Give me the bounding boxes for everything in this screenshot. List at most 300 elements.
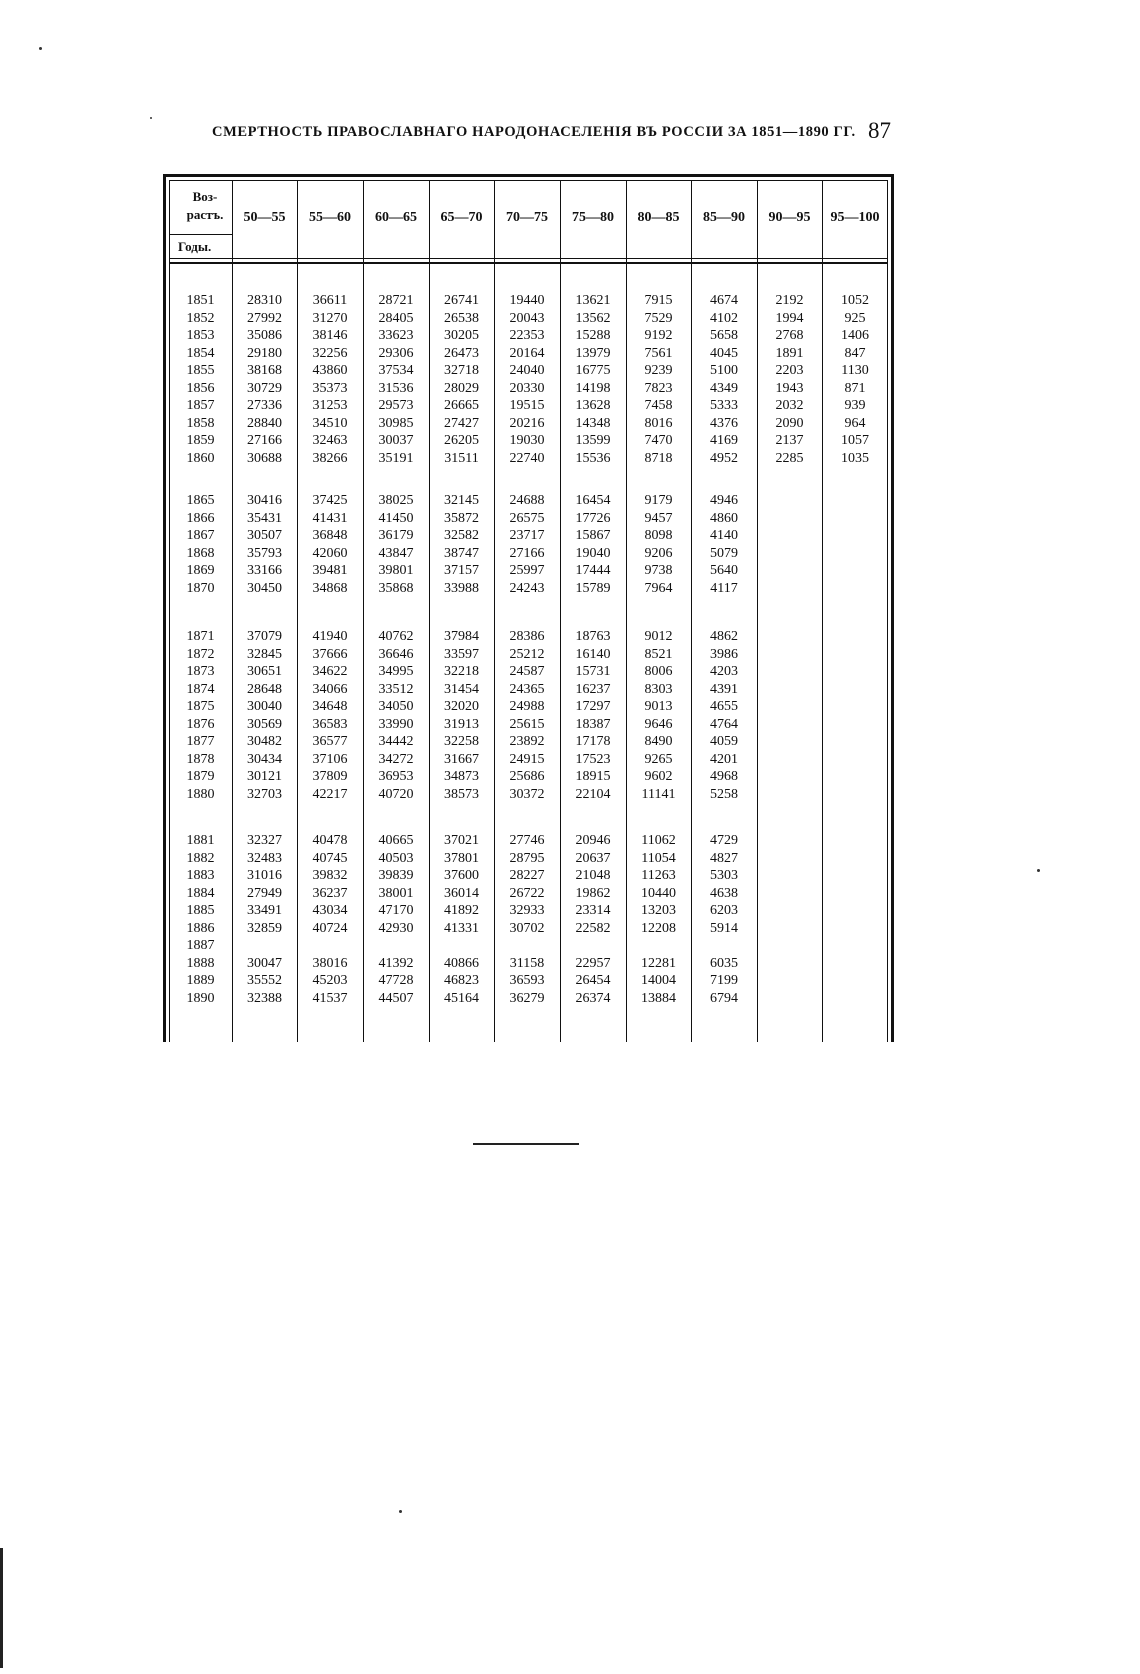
column-header: 85—90 [703, 210, 745, 225]
deaths-cell: 26575 [509, 510, 545, 526]
deaths-cell: 4045 [710, 345, 738, 361]
deaths-cell: 9457 [644, 510, 673, 526]
deaths-cell: 32020 [444, 699, 479, 714]
deaths-cell: 15288 [575, 328, 611, 343]
deaths-cell: 925 [844, 310, 866, 326]
column-header: 50—55 [243, 210, 286, 225]
deaths-cell: 27336 [247, 398, 282, 413]
deaths-cell: 17297 [575, 699, 611, 714]
deaths-cell: 26741 [444, 293, 479, 308]
section-end-rule [473, 1143, 579, 1145]
deaths-cell: 43847 [378, 545, 414, 561]
column-header: 65—70 [440, 210, 483, 225]
year-cell: 1887 [186, 938, 215, 953]
column-rule [822, 180, 823, 1042]
deaths-cell: 12208 [641, 920, 676, 936]
deaths-cell: 4201 [710, 751, 738, 767]
deaths-cell: 39832 [312, 868, 348, 883]
deaths-cell: 30985 [378, 415, 414, 431]
deaths-cell: 23314 [575, 903, 611, 918]
deaths-cell: 24688 [509, 493, 545, 508]
deaths-cell: 30482 [247, 734, 282, 749]
deaths-cell: 4862 [710, 629, 738, 644]
deaths-cell: 8006 [644, 664, 673, 679]
deaths-cell: 7470 [644, 433, 673, 448]
deaths-cell: 27166 [247, 433, 282, 448]
deaths-cell: 16775 [575, 363, 611, 378]
deaths-cell: 33512 [378, 681, 414, 697]
deaths-cell: 26473 [444, 345, 479, 361]
deaths-cell: 34442 [378, 734, 414, 749]
year-cell: 1874 [186, 681, 215, 697]
deaths-cell: 24040 [509, 363, 545, 378]
deaths-cell: 37801 [444, 850, 479, 866]
deaths-cell: 15731 [575, 664, 611, 679]
deaths-cell: 7915 [644, 293, 673, 308]
year-cell: 1867 [186, 528, 215, 543]
deaths-cell: 17444 [575, 563, 611, 578]
deaths-cell: 2090 [775, 415, 804, 431]
year-cell: 1859 [186, 433, 215, 448]
year-cell: 1869 [186, 563, 215, 578]
deaths-cell: 37984 [444, 629, 479, 644]
deaths-cell: 41392 [378, 955, 414, 971]
deaths-cell: 13621 [575, 293, 611, 308]
deaths-cell: 5333 [710, 398, 738, 413]
deaths-cell: 38168 [247, 363, 282, 378]
deaths-cell: 31016 [247, 868, 282, 883]
deaths-cell: 25212 [509, 646, 545, 662]
deaths-cell: 30037 [378, 433, 414, 448]
year-cell: 1889 [186, 973, 215, 988]
deaths-cell: 2137 [775, 433, 804, 448]
column-rule [757, 180, 758, 1042]
deaths-cell: 30205 [444, 328, 479, 343]
deaths-cell: 36848 [312, 528, 348, 543]
year-cell: 1881 [186, 833, 215, 848]
deaths-cell: 6203 [710, 903, 738, 918]
deaths-cell: 31667 [444, 751, 479, 767]
deaths-cell: 31511 [444, 450, 479, 466]
deaths-cell: 42217 [312, 786, 348, 802]
deaths-cell: 5658 [710, 328, 738, 343]
deaths-cell: 23892 [509, 734, 545, 749]
year-cell: 1886 [186, 920, 215, 936]
deaths-cell: 36014 [444, 885, 479, 901]
year-cell: 1870 [186, 580, 215, 596]
deaths-cell: 32327 [247, 833, 282, 848]
deaths-cell: 35191 [378, 450, 414, 466]
deaths-cell: 10440 [641, 885, 676, 901]
deaths-cell: 36279 [509, 990, 545, 1006]
column-rule [429, 180, 430, 1042]
deaths-cell: 32218 [444, 664, 479, 679]
deaths-cell: 30651 [247, 664, 282, 679]
year-cell: 1883 [186, 868, 215, 883]
deaths-cell: 37666 [312, 646, 348, 662]
deaths-cell: 27427 [444, 415, 479, 431]
deaths-cell: 4946 [710, 493, 738, 508]
deaths-cell: 23717 [509, 528, 545, 543]
running-head: СМЕРТНОСТЬ ПРАВОСЛАВНАГО НАРОДОНАСЕЛЕНІЯ ВЪ РОССІИ ЗА 1851—1890 ГГ. [212, 124, 856, 140]
deaths-cell: 28648 [247, 681, 282, 697]
deaths-cell: 12281 [641, 955, 676, 971]
deaths-cell: 22740 [509, 450, 545, 466]
deaths-cell: 9646 [644, 716, 673, 732]
deaths-cell: 30434 [247, 751, 282, 767]
deaths-cell: 26374 [575, 990, 611, 1006]
deaths-cell: 32258 [444, 734, 479, 749]
deaths-cell: 30507 [247, 528, 282, 543]
deaths-cell: 21048 [575, 868, 611, 883]
deaths-cell: 4117 [710, 580, 738, 596]
deaths-cell: 32703 [247, 786, 282, 802]
deaths-cell: 30702 [509, 920, 545, 936]
deaths-cell: 1057 [841, 433, 869, 448]
deaths-cell: 3986 [710, 646, 738, 662]
column-header: 95—100 [830, 210, 880, 225]
corner-divider [169, 234, 232, 235]
deaths-cell: 30416 [247, 493, 282, 508]
deaths-cell: 41940 [312, 629, 348, 644]
deaths-cell: 37021 [444, 833, 479, 848]
deaths-cell: 29573 [378, 398, 414, 413]
deaths-cell: 39801 [378, 563, 414, 578]
deaths-cell: 32718 [444, 363, 479, 378]
year-cell: 1856 [186, 380, 215, 396]
column-rule [626, 180, 627, 1042]
deaths-cell: 40503 [378, 850, 414, 866]
year-cell: 1878 [186, 751, 215, 767]
deaths-cell: 37157 [444, 563, 479, 578]
deaths-cell: 29180 [247, 345, 282, 361]
deaths-cell: 45203 [312, 973, 348, 988]
deaths-cell: 30372 [509, 786, 545, 802]
year-cell: 1865 [186, 493, 215, 508]
year-cell: 1882 [186, 850, 215, 866]
deaths-cell: 19440 [509, 293, 545, 308]
deaths-cell: 7823 [644, 380, 673, 396]
deaths-cell: 32388 [247, 990, 282, 1006]
deaths-cell: 32582 [444, 528, 479, 543]
column-header: 80—85 [637, 210, 680, 225]
deaths-cell: 6794 [710, 990, 738, 1006]
deaths-cell: 36583 [312, 716, 348, 732]
deaths-cell: 32145 [444, 493, 479, 508]
deaths-cell: 7458 [644, 398, 673, 413]
column-rule [297, 180, 298, 1042]
year-cell: 1877 [186, 734, 215, 749]
deaths-cell: 35552 [247, 973, 282, 988]
column-header: 60—65 [375, 210, 417, 225]
deaths-cell: 35086 [247, 328, 282, 343]
deaths-cell: 33597 [444, 646, 479, 662]
deaths-cell: 28227 [509, 868, 545, 883]
deaths-cell: 13203 [641, 903, 676, 918]
deaths-cell: 25686 [509, 769, 545, 784]
deaths-cell: 35793 [247, 545, 282, 561]
year-cell: 1885 [186, 903, 215, 918]
deaths-cell: 30047 [247, 955, 282, 971]
deaths-cell: 11263 [641, 868, 676, 883]
deaths-cell: 36593 [509, 973, 545, 988]
deaths-cell: 7964 [644, 580, 673, 596]
deaths-cell: 40745 [312, 850, 348, 866]
deaths-cell: 38025 [378, 493, 414, 508]
deaths-cell: 42060 [312, 545, 348, 561]
deaths-cell: 9265 [644, 751, 673, 767]
deaths-cell: 22582 [575, 920, 611, 936]
deaths-cell: 8521 [644, 646, 673, 662]
year-cell: 1871 [186, 629, 215, 644]
deaths-cell: 8490 [644, 734, 673, 749]
scan-edge-line [0, 1548, 3, 1668]
deaths-cell: 34995 [378, 664, 414, 679]
year-cell: 1853 [186, 328, 215, 343]
deaths-cell: 37534 [378, 363, 414, 378]
deaths-cell: 35431 [247, 510, 282, 526]
deaths-cell: 19040 [575, 545, 611, 561]
deaths-cell: 47728 [378, 973, 414, 988]
column-header: 75—80 [572, 210, 614, 225]
deaths-cell: 4140 [710, 528, 738, 543]
deaths-cell: 20330 [509, 380, 545, 396]
deaths-cell: 34050 [378, 699, 414, 714]
deaths-cell: 11062 [641, 833, 676, 848]
deaths-cell: 24243 [509, 580, 545, 596]
deaths-cell: 34868 [312, 580, 348, 596]
deaths-cell: 16454 [575, 493, 611, 508]
deaths-cell: 41892 [444, 903, 479, 918]
deaths-cell: 8303 [644, 681, 673, 697]
scan-speck [39, 47, 42, 50]
deaths-cell: 40665 [378, 833, 414, 848]
deaths-cell: 2768 [775, 328, 804, 343]
deaths-cell: 40866 [444, 955, 479, 971]
deaths-cell: 4729 [710, 833, 738, 848]
deaths-cell: 15867 [575, 528, 611, 543]
deaths-cell: 4169 [710, 433, 738, 448]
deaths-cell: 13599 [575, 433, 611, 448]
deaths-cell: 9738 [644, 563, 673, 578]
deaths-cell: 8016 [644, 415, 673, 431]
deaths-cell: 1891 [775, 345, 804, 361]
deaths-cell: 29306 [378, 345, 414, 361]
deaths-cell: 33988 [444, 580, 479, 596]
deaths-cell: 35872 [444, 510, 479, 526]
deaths-cell: 4203 [710, 664, 738, 679]
deaths-cell: 7529 [644, 310, 673, 326]
deaths-cell: 30729 [247, 380, 282, 396]
deaths-cell: 18763 [575, 629, 611, 644]
scan-speck [150, 117, 152, 119]
deaths-cell: 7561 [644, 345, 673, 361]
deaths-cell: 9012 [644, 629, 673, 644]
deaths-cell: 11054 [641, 850, 676, 866]
corner-age-label: Воз- растъ. [186, 189, 224, 222]
deaths-cell: 45164 [444, 990, 479, 1006]
deaths-cell: 4968 [710, 769, 738, 784]
deaths-cell: 11141 [641, 786, 676, 802]
column-rule [494, 180, 495, 1042]
deaths-cell: 34622 [312, 664, 348, 679]
year-cell: 1872 [186, 646, 215, 662]
deaths-cell: 16140 [575, 646, 611, 662]
deaths-cell: 28386 [509, 629, 545, 644]
deaths-cell: 2285 [775, 450, 804, 466]
deaths-cell: 36646 [378, 646, 414, 662]
deaths-cell: 1994 [775, 310, 804, 326]
deaths-cell: 22957 [575, 955, 611, 971]
deaths-cell: 16237 [575, 681, 611, 697]
deaths-cell: 4674 [710, 293, 738, 308]
deaths-cell: 38573 [444, 786, 479, 802]
scan-speck [399, 1510, 402, 1513]
deaths-cell: 43860 [312, 363, 348, 378]
deaths-cell: 5100 [710, 363, 738, 378]
deaths-cell: 4102 [710, 310, 738, 326]
deaths-cell: 18915 [575, 769, 611, 784]
year-cell: 1890 [186, 990, 215, 1006]
deaths-cell: 14004 [641, 973, 676, 988]
deaths-cell: 41537 [312, 990, 348, 1006]
deaths-cell: 31270 [312, 310, 348, 326]
deaths-cell: 20216 [509, 415, 545, 431]
deaths-cell: 939 [844, 398, 866, 413]
deaths-cell: 9179 [644, 493, 673, 508]
deaths-cell: 20946 [575, 833, 611, 848]
deaths-cell: 2203 [775, 363, 804, 378]
deaths-cell: 27992 [247, 310, 282, 326]
deaths-cell: 2192 [775, 293, 804, 308]
deaths-cell: 30450 [247, 580, 282, 596]
deaths-cell: 38001 [378, 885, 414, 901]
deaths-cell: 33166 [247, 563, 282, 578]
deaths-cell: 4376 [710, 415, 738, 431]
deaths-cell: 33623 [378, 328, 414, 343]
deaths-cell: 37600 [444, 868, 479, 883]
deaths-cell: 27949 [247, 885, 282, 901]
deaths-cell: 31536 [378, 380, 414, 396]
deaths-cell: 14198 [575, 380, 611, 396]
year-cell: 1880 [186, 786, 215, 802]
deaths-cell: 13562 [575, 310, 611, 326]
deaths-cell: 39839 [378, 868, 414, 883]
deaths-cell: 5258 [710, 786, 738, 802]
deaths-cell: 37079 [247, 629, 282, 644]
deaths-cell: 37809 [312, 769, 348, 784]
deaths-cell: 31158 [509, 955, 545, 971]
deaths-cell: 26205 [444, 433, 479, 448]
deaths-cell: 15536 [575, 450, 611, 466]
deaths-cell: 35868 [378, 580, 414, 596]
deaths-cell: 34873 [444, 769, 479, 784]
deaths-cell: 19515 [509, 398, 545, 413]
deaths-cell: 28405 [378, 310, 414, 326]
page-number: 87 [868, 118, 891, 143]
deaths-cell: 1406 [841, 328, 869, 343]
deaths-cell: 30688 [247, 450, 282, 466]
deaths-cell: 32933 [509, 903, 545, 918]
deaths-cell: 20637 [575, 850, 611, 866]
deaths-cell: 40762 [378, 629, 414, 644]
deaths-cell: 34648 [312, 699, 348, 714]
deaths-cell: 2032 [775, 398, 804, 413]
deaths-cell: 26665 [444, 398, 479, 413]
year-cell: 1866 [186, 510, 215, 526]
deaths-cell: 28310 [247, 293, 282, 308]
deaths-cell: 32256 [312, 345, 348, 361]
column-header: 70—75 [506, 210, 548, 225]
header-rule-lower [169, 262, 888, 264]
header-rule-upper [169, 258, 888, 259]
deaths-cell: 7199 [710, 973, 738, 988]
deaths-cell: 4655 [710, 699, 738, 714]
deaths-cell: 26538 [444, 310, 479, 326]
deaths-cell: 4860 [710, 510, 738, 526]
deaths-cell: 32859 [247, 920, 282, 936]
year-cell: 1854 [186, 345, 215, 361]
deaths-cell: 27746 [509, 833, 545, 848]
deaths-cell: 9602 [644, 769, 673, 784]
deaths-cell: 9192 [644, 328, 673, 343]
deaths-cell: 39481 [312, 563, 348, 578]
year-cell: 1873 [186, 664, 215, 679]
deaths-cell: 28721 [378, 293, 414, 308]
deaths-cell: 8098 [644, 528, 673, 543]
deaths-cell: 36237 [312, 885, 348, 901]
year-cell: 1876 [186, 716, 215, 732]
deaths-cell: 44507 [378, 990, 414, 1006]
deaths-cell: 38266 [312, 450, 348, 466]
deaths-cell: 5640 [710, 563, 738, 578]
deaths-cell: 34066 [312, 681, 348, 697]
deaths-cell: 5303 [710, 868, 738, 883]
deaths-cell: 34272 [378, 751, 414, 767]
year-cell: 1875 [186, 699, 215, 714]
deaths-cell: 18387 [575, 716, 611, 732]
deaths-cell: 24988 [509, 699, 545, 714]
column-header: 90—95 [768, 210, 811, 225]
year-cell: 1857 [186, 398, 215, 413]
deaths-cell: 30121 [247, 769, 282, 784]
deaths-cell: 4764 [710, 716, 738, 732]
deaths-cell: 24587 [509, 664, 545, 679]
deaths-cell: 4952 [710, 450, 738, 466]
deaths-cell: 38146 [312, 328, 348, 343]
year-cell: 1852 [186, 310, 215, 326]
deaths-cell: 9239 [644, 363, 673, 378]
deaths-cell: 36179 [378, 528, 414, 543]
deaths-cell: 24915 [509, 751, 545, 767]
deaths-cell: 32483 [247, 850, 282, 866]
year-cell: 1858 [186, 415, 215, 431]
deaths-cell: 25997 [509, 563, 545, 578]
deaths-cell: 38747 [444, 545, 479, 561]
deaths-cell: 31454 [444, 681, 479, 697]
deaths-cell: 5079 [710, 545, 738, 561]
deaths-cell: 17523 [575, 751, 611, 767]
deaths-cell: 27166 [509, 545, 545, 561]
deaths-cell: 32845 [247, 646, 282, 662]
deaths-cell: 31253 [312, 398, 348, 413]
year-cell: 1851 [186, 293, 215, 308]
deaths-cell: 37106 [312, 751, 348, 767]
year-cell: 1855 [186, 363, 215, 378]
deaths-cell: 28029 [444, 380, 479, 396]
deaths-cell: 46823 [444, 973, 479, 988]
year-cell: 1860 [186, 450, 215, 466]
